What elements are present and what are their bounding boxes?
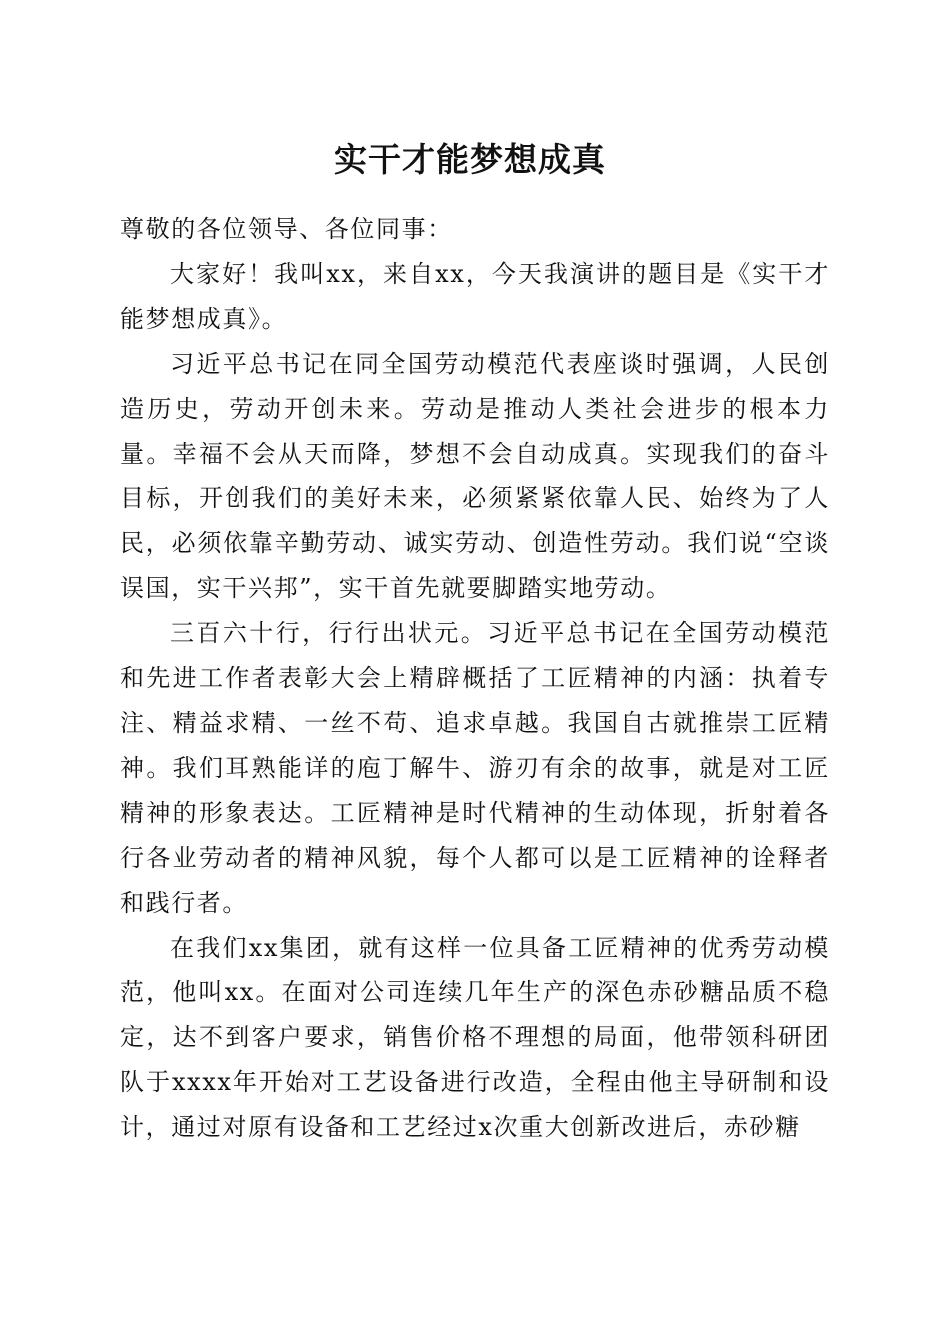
paragraph: 大家好！我叫xx，来自xx，今天我演讲的题目是《实干才能梦想成真》。 [120,259,830,333]
document-body [120,207,830,1150]
paragraph: 在我们xx集团，就有这样一位具备工匠精神的优秀劳动模范，他叫xx。在面对公司连续几年生产的深色赤砂糖品质不稳定，达不到客户要求，销售价格不理想的局面，他带领科研团队于xxxx年开始对工艺设备进行改造，全程由他主导研制和设计，通过对原有设备和工艺经过x次重大创新改进后，赤砂糖 [120,933,830,1142]
paragraph: 习近平总书记在同全国劳动模范代表座谈时强调，人民创造历史，劳动开创未来。劳动是推动人类社会进步的根本力量。幸福不会从天而降，梦想不会自动成真。实现我们的奋斗目标，开创我们的美好未来，必须紧紧依靠人民、始终为了人民，必须依靠辛勤劳动、诚实劳动、创造性劳动。我们说“空谈误国，实干兴邦”，实干首先就要脚踏实地劳动。 [120,349,830,603]
paragraph: 三百六十行，行行出状元。习近平总书记在全国劳动模范和先进工作者表彰大会上精辟概括了工匠精神的内涵：执着专注、精益求精、一丝不苟、追求卓越。我国自古就推崇工匠精神。我们耳熟能详的庖丁解牛、游刃有余的故事，就是对工匠精神的形象表达。工匠精神是时代精神的生动体现，折射着各行各业劳动者的精神风貌，每个人都可以是工匠精神的诠释者和践行者。 [120,619,830,917]
salutation: 尊敬的各位领导、各位同事： [120,215,453,243]
document-title: 实干才能梦想成真 [334,140,606,179]
